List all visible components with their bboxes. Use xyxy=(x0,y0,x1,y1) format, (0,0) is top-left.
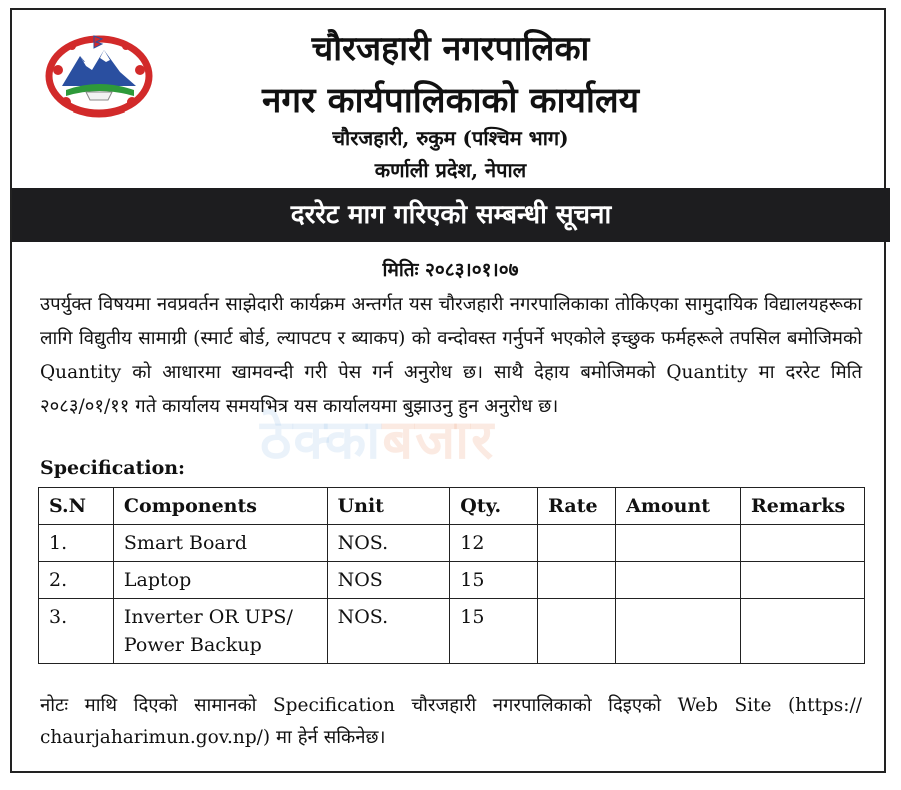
cell-unit: NOS. xyxy=(327,525,450,562)
notice-banner: दररेट माग गरिएको सम्बन्धी सूचना xyxy=(12,188,890,242)
watermark-part-1: ठेक्का xyxy=(260,408,383,471)
specification-label: Specification: xyxy=(40,457,186,479)
cell-unit: NOS. xyxy=(327,599,450,664)
cell-amount xyxy=(616,525,741,562)
table-row xyxy=(39,562,865,599)
cell-qty: 15 xyxy=(450,599,538,664)
cell-qty: 15 xyxy=(450,562,538,599)
cell-component: Smart Board xyxy=(113,525,327,562)
cell-component: Inverter OR UPS/ Power Backup xyxy=(113,599,327,664)
cell-component: Laptop xyxy=(113,562,327,599)
cell-remarks xyxy=(741,525,865,562)
cell-sn: 3. xyxy=(39,599,114,664)
address-line-1: चौरजहारी, रुकुम (पश्चिम भाग) xyxy=(332,126,569,150)
header-sn: S.N xyxy=(39,488,114,525)
cell-sn: 1. xyxy=(39,525,114,562)
header-rate: Rate xyxy=(538,488,616,525)
municipality-title: चौरजहारी नगरपालिका xyxy=(311,29,590,69)
table-header-row xyxy=(39,488,865,525)
cell-remarks xyxy=(741,599,865,664)
notice-body: उपर्युक्त विषयमा नवप्रवर्तन साझेदारी कार्यक्रम अन्तर्गत यस चौरजहारी नगरपालिकाका तोकिएका सामुदायिक विद्यालयहरूका लागि विद्युतीय सामाग्री (स्मार्ट बोर्ड, ल्यापटप र ब्याकप) को वन्दोवस्त गर्नुपर्ने भएकोले इच्छुक फर्महरूले तपसिल बमोजिमको Quantity को आधारमा खामवन्दी गरी पेस गर्न अनुरोध छ। साथै देहाय बमोजिमको Quantity मा दररेट मिति २०८३/०१/११ गते कार्यालय समयभित्र यस कार्यालयमा बुझाउनु हुन अनुरोध छ। xyxy=(40,294,862,417)
header-amount: Amount xyxy=(616,488,741,525)
table-row xyxy=(39,525,865,562)
header-remarks: Remarks xyxy=(741,488,865,525)
footer-note: नोटः माथि दिएको सामानको Specification चौरजहारी नगरपालिकाको दिइएको Web Site (https:// chaurjaharimun.gov.np/) मा हेर्न सकिनेछ। xyxy=(40,695,862,748)
cell-rate xyxy=(538,562,616,599)
cell-amount xyxy=(616,562,741,599)
office-title: नगर कार्यपालिकाको कार्यालय xyxy=(261,80,640,121)
table-row xyxy=(39,599,865,664)
header-qty: Qty. xyxy=(450,488,538,525)
header-components: Components xyxy=(113,488,327,525)
cell-qty: 12 xyxy=(450,525,538,562)
cell-unit: NOS xyxy=(327,562,450,599)
address-line-2: कर्णाली प्रदेश, नेपाल xyxy=(374,158,527,182)
header-unit: Unit xyxy=(327,488,450,525)
notice-date: मितिः २०८३।०१।०७ xyxy=(382,259,519,281)
cell-amount xyxy=(616,599,741,664)
cell-rate xyxy=(538,525,616,562)
cell-rate xyxy=(538,599,616,664)
specification-table xyxy=(38,487,865,664)
cell-sn: 2. xyxy=(39,562,114,599)
watermark-part-2: बजार xyxy=(382,408,496,471)
watermark xyxy=(260,400,495,474)
cell-remarks xyxy=(741,562,865,599)
